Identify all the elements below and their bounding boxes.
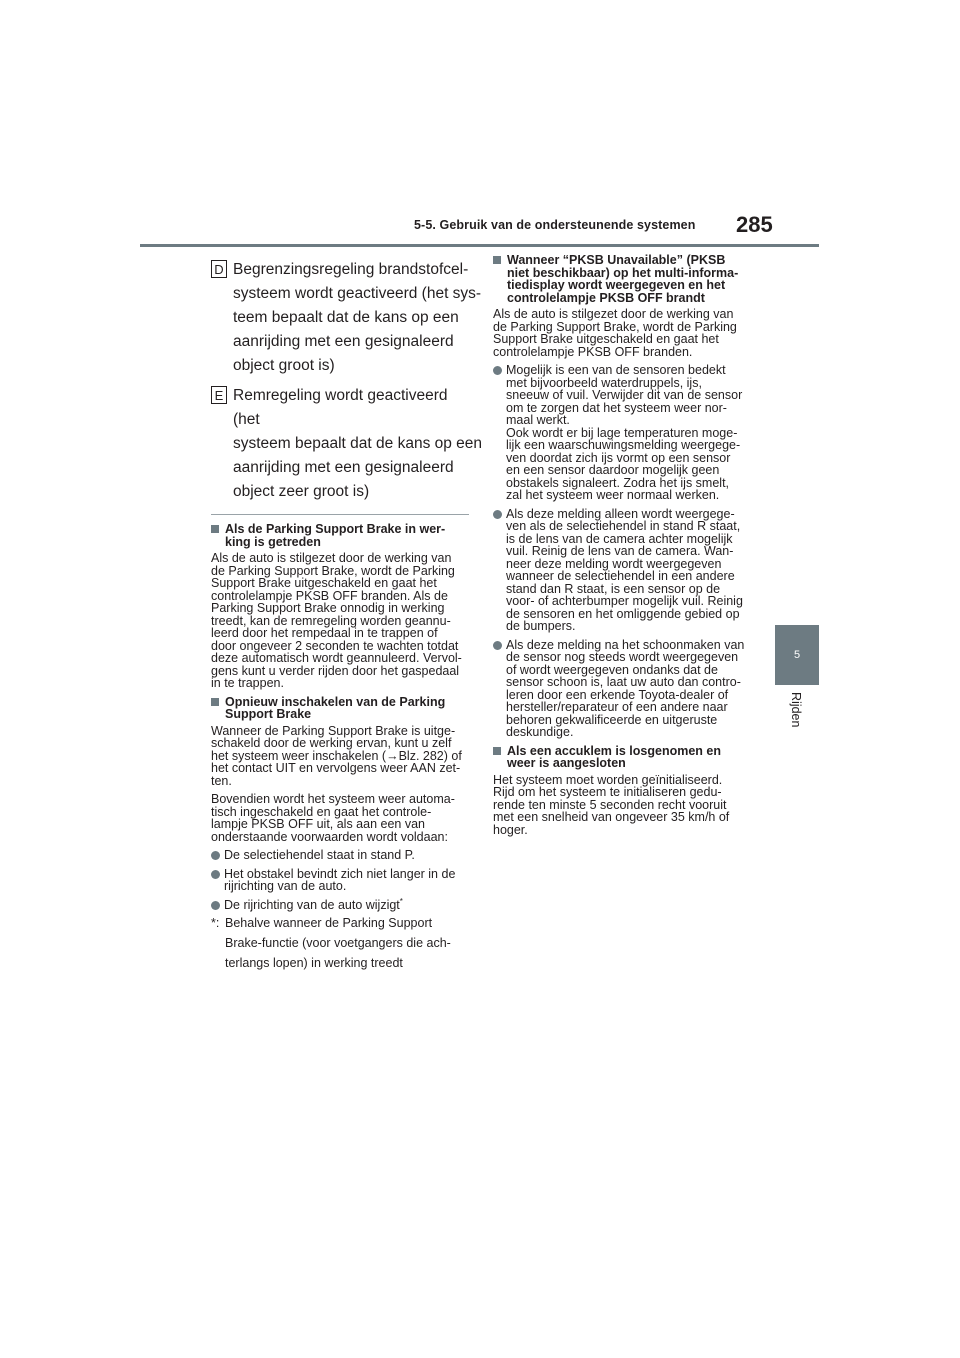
item-text-line: systeem wordt geactiveerd (het sys- bbox=[233, 285, 482, 302]
bullet-text: De rijrichting van de auto wijzigt bbox=[224, 897, 400, 912]
text-line: ten. bbox=[211, 773, 232, 788]
text-line: Als deze melding na het schoonmaken van bbox=[506, 637, 745, 652]
text-line: de bumpers. bbox=[506, 619, 576, 633]
bullet-item bbox=[211, 896, 469, 912]
text-line: deskundige. bbox=[506, 725, 574, 739]
bullet-item bbox=[211, 868, 469, 893]
item-e bbox=[211, 384, 483, 504]
text-line: stand dan R staat, is een sensor op de bbox=[506, 581, 721, 596]
text-line: om te zorgen dat het systeem weer nor- bbox=[506, 400, 727, 415]
section-heading bbox=[211, 696, 469, 721]
text-line: neer deze melding wordt weergegeven bbox=[506, 556, 722, 571]
item-text: Remregeling wordt geactiveerd (het bbox=[233, 387, 448, 428]
text-line: het systeem weer inschakelen (→Blz. 282) of bbox=[211, 748, 462, 763]
header-rule bbox=[140, 244, 819, 247]
text-line: obstakels signaleert. Zodra het ijs smelt, bbox=[506, 475, 730, 490]
text-line: en een sensor daardoor mogelijk geen bbox=[506, 463, 720, 477]
heading-line: king is getreden bbox=[225, 534, 321, 549]
text-line: de Parking Support Brake, wordt de Parking bbox=[493, 319, 737, 334]
text-line: door ongeveer 2 seconden te wachten totdat bbox=[211, 638, 459, 653]
text-line: sneeuw of vuil. Verwijder dit van de sensor bbox=[506, 388, 743, 402]
item-text-line: aanrijding met een gesignaleerd bbox=[233, 459, 454, 476]
right-column bbox=[493, 254, 750, 842]
text-line: Mogelijk is een van de sensoren bedekt bbox=[506, 363, 726, 377]
heading-line: Support Brake bbox=[225, 707, 312, 721]
paragraph bbox=[211, 793, 469, 843]
text-line: Als de auto is stilgezet door de werking van bbox=[211, 551, 452, 565]
item-tag: D bbox=[211, 260, 227, 278]
round-bullet-icon bbox=[493, 510, 502, 519]
heading-line: controlelampje PKSB OFF brandt bbox=[507, 290, 705, 305]
left-column bbox=[211, 258, 483, 973]
text-line bbox=[224, 896, 469, 912]
text-line: het contact UIT en vervolgens weer AAN zet- bbox=[211, 761, 461, 775]
text-line: is de lens van de camera achter mogelijk bbox=[506, 531, 733, 546]
text-line: hoger. bbox=[493, 822, 528, 837]
section-heading bbox=[493, 745, 750, 770]
bullet-item bbox=[493, 508, 750, 633]
text-line: sensor schoon is, laat uw auto dan contro- bbox=[506, 675, 741, 689]
text-line: rende ten minste 5 seconden recht vooruit bbox=[493, 797, 727, 812]
section-heading bbox=[211, 523, 469, 548]
text-line: Ook wordt er bij lage temperaturen moge- bbox=[506, 425, 738, 440]
heading-line: weer is aangesloten bbox=[507, 756, 626, 770]
text-line: maal werkt. bbox=[506, 413, 570, 427]
text-line: Bovendien wordt het systeem weer automa- bbox=[211, 792, 455, 806]
text-line: Support Brake uitgeschakeld en gaat het bbox=[211, 576, 437, 590]
text-line: Brake-functie (voor voetgangers die ach- bbox=[225, 936, 451, 950]
text-line: controlelampje PKSB OFF branden. bbox=[493, 344, 693, 359]
text-line: de sensoren en het omliggende gebied op bbox=[506, 606, 740, 621]
round-bullet-icon bbox=[211, 851, 220, 860]
text-line: ven als de selectiehendel in stand R staat, bbox=[506, 519, 741, 533]
section-title: 5-5. Gebruik van de ondersteunende systemen bbox=[414, 218, 696, 232]
heading-line: niet beschikbaar) op het multi-informa- bbox=[507, 265, 739, 280]
round-bullet-icon bbox=[211, 901, 220, 910]
section-heading bbox=[493, 254, 750, 304]
round-bullet-icon bbox=[493, 366, 502, 375]
square-bullet-icon bbox=[211, 525, 219, 533]
square-bullet-icon bbox=[493, 747, 501, 755]
paragraph bbox=[493, 774, 750, 837]
text-line: terlangs lopen) in werking treedt bbox=[225, 956, 403, 970]
text-line: Als de auto is stilgezet door de werking van bbox=[493, 307, 734, 321]
text-line: Support Brake uitgeschakeld en gaat het bbox=[493, 332, 719, 346]
square-bullet-icon bbox=[493, 256, 501, 264]
text-line: Het obstakel bevindt zich niet langer in de bbox=[224, 866, 456, 881]
text-line: treedt, kan de remregeling worden geannu- bbox=[211, 613, 451, 628]
item-text-line: object zeer groot is) bbox=[233, 483, 370, 500]
heading-line: tiedisplay wordt weergegeven en het bbox=[507, 278, 726, 292]
text-line: onderstaande voorwaarden wordt voldaan: bbox=[211, 829, 448, 844]
text-line: in te trappen. bbox=[211, 676, 284, 690]
text-line: Het systeem moet worden geïnitialiseerd. bbox=[493, 772, 723, 787]
text-line: met bijvoorbeeld waterdruppels, ijs, bbox=[506, 375, 702, 390]
text-line: voor- of achterbumper mogelijk vuil. Reinig bbox=[506, 594, 743, 608]
heading-line: Opnieuw inschakelen van de Parking bbox=[225, 694, 446, 709]
chapter-label: Rijden bbox=[789, 692, 803, 728]
text-line: Parking Support Brake onnodig in werking bbox=[211, 601, 445, 615]
text-line: de sensor nog steeds wordt weergegeven bbox=[506, 650, 739, 664]
footnote-ref: * bbox=[399, 896, 403, 906]
text-line: lampje PKSB OFF uit, als aan een van bbox=[211, 817, 425, 831]
text-line: wanneer de selectiehendel in een andere bbox=[506, 569, 735, 583]
text-line: hersteller/reparateur of een andere naar bbox=[506, 700, 728, 714]
text-line: zal het systeem weer normaal werken. bbox=[506, 488, 720, 502]
text-line: controlelampje PKSB OFF branden. Als de bbox=[211, 588, 448, 603]
text-line: lijk een waarschuwingsmelding weergege- bbox=[506, 438, 741, 452]
text-line: met een snelheid van ongeveer 35 km/h of bbox=[493, 810, 730, 824]
text-line: Behalve wanneer de Parking Support bbox=[225, 916, 433, 930]
heading-line: Als de Parking Support Brake in wer- bbox=[225, 522, 446, 536]
paragraph bbox=[493, 308, 750, 358]
item-tag: E bbox=[211, 386, 227, 404]
footnote-mark: *: bbox=[211, 916, 220, 930]
text-line: deze automatisch wordt geannuleerd. Vervol- bbox=[211, 651, 462, 665]
bullet-item bbox=[493, 364, 750, 502]
heading-line: Als een accuklem is losgenomen en bbox=[507, 743, 721, 758]
paragraph bbox=[211, 552, 469, 690]
text-line: vuil. Reinig de lens van de camera. Wan- bbox=[506, 544, 734, 558]
text-line: ven doordat zich ijs vormt op een sensor bbox=[506, 450, 731, 465]
text-line: of wordt weergegeven ondanks dat de bbox=[506, 662, 718, 677]
section-divider bbox=[211, 514, 469, 515]
item-text-line: object groot is) bbox=[233, 357, 335, 374]
text-line: Wanneer de Parking Support Brake is uitge- bbox=[211, 723, 456, 738]
footnote bbox=[211, 913, 469, 973]
bullet-item bbox=[211, 849, 469, 862]
text-line: de Parking Support Brake, wordt de Parking bbox=[211, 563, 455, 578]
text-line: rijrichting van de auto. bbox=[224, 879, 347, 893]
item-text-line: teem bepaalt dat de kans op een bbox=[233, 309, 459, 326]
text-line: De selectiehendel staat in stand P. bbox=[224, 848, 415, 862]
item-text: Begrenzingsregeling brandstofcel- bbox=[233, 261, 469, 278]
heading-line: Wanneer “PKSB Unavailable” (PKSB bbox=[507, 253, 726, 267]
text-line: Als deze melding alleen wordt weergege- bbox=[506, 506, 735, 521]
round-bullet-icon bbox=[211, 870, 220, 879]
round-bullet-icon bbox=[493, 641, 502, 650]
text-line: tisch ingeschakeld en gaat het controle- bbox=[211, 804, 432, 819]
text-line: gens kunt u verder rijden door het gaspedaal bbox=[211, 663, 460, 678]
chapter-tab bbox=[775, 625, 819, 685]
item-text-line: aanrijding met een gesignaleerd bbox=[233, 333, 454, 350]
item-d bbox=[211, 258, 482, 378]
bullet-item bbox=[493, 639, 750, 739]
paragraph bbox=[211, 725, 469, 788]
item-text-line: systeem bepaalt dat de kans op een bbox=[233, 435, 483, 452]
text-line: schakeld door de werking ervan, kunt u zelf bbox=[211, 736, 452, 750]
page-number: 285 bbox=[736, 212, 773, 237]
text-line: leerd door het rempedaal in te trappen of bbox=[211, 626, 438, 640]
square-bullet-icon bbox=[211, 698, 219, 706]
text-line: behoren gekwalificeerde en uitgeruste bbox=[506, 712, 718, 727]
text-line: leren door een erkende Toyota-dealer of bbox=[506, 687, 729, 702]
chapter-number: 5 bbox=[793, 649, 801, 661]
text-line: Rijd om het systeem te initialiseren gedu- bbox=[493, 785, 722, 799]
